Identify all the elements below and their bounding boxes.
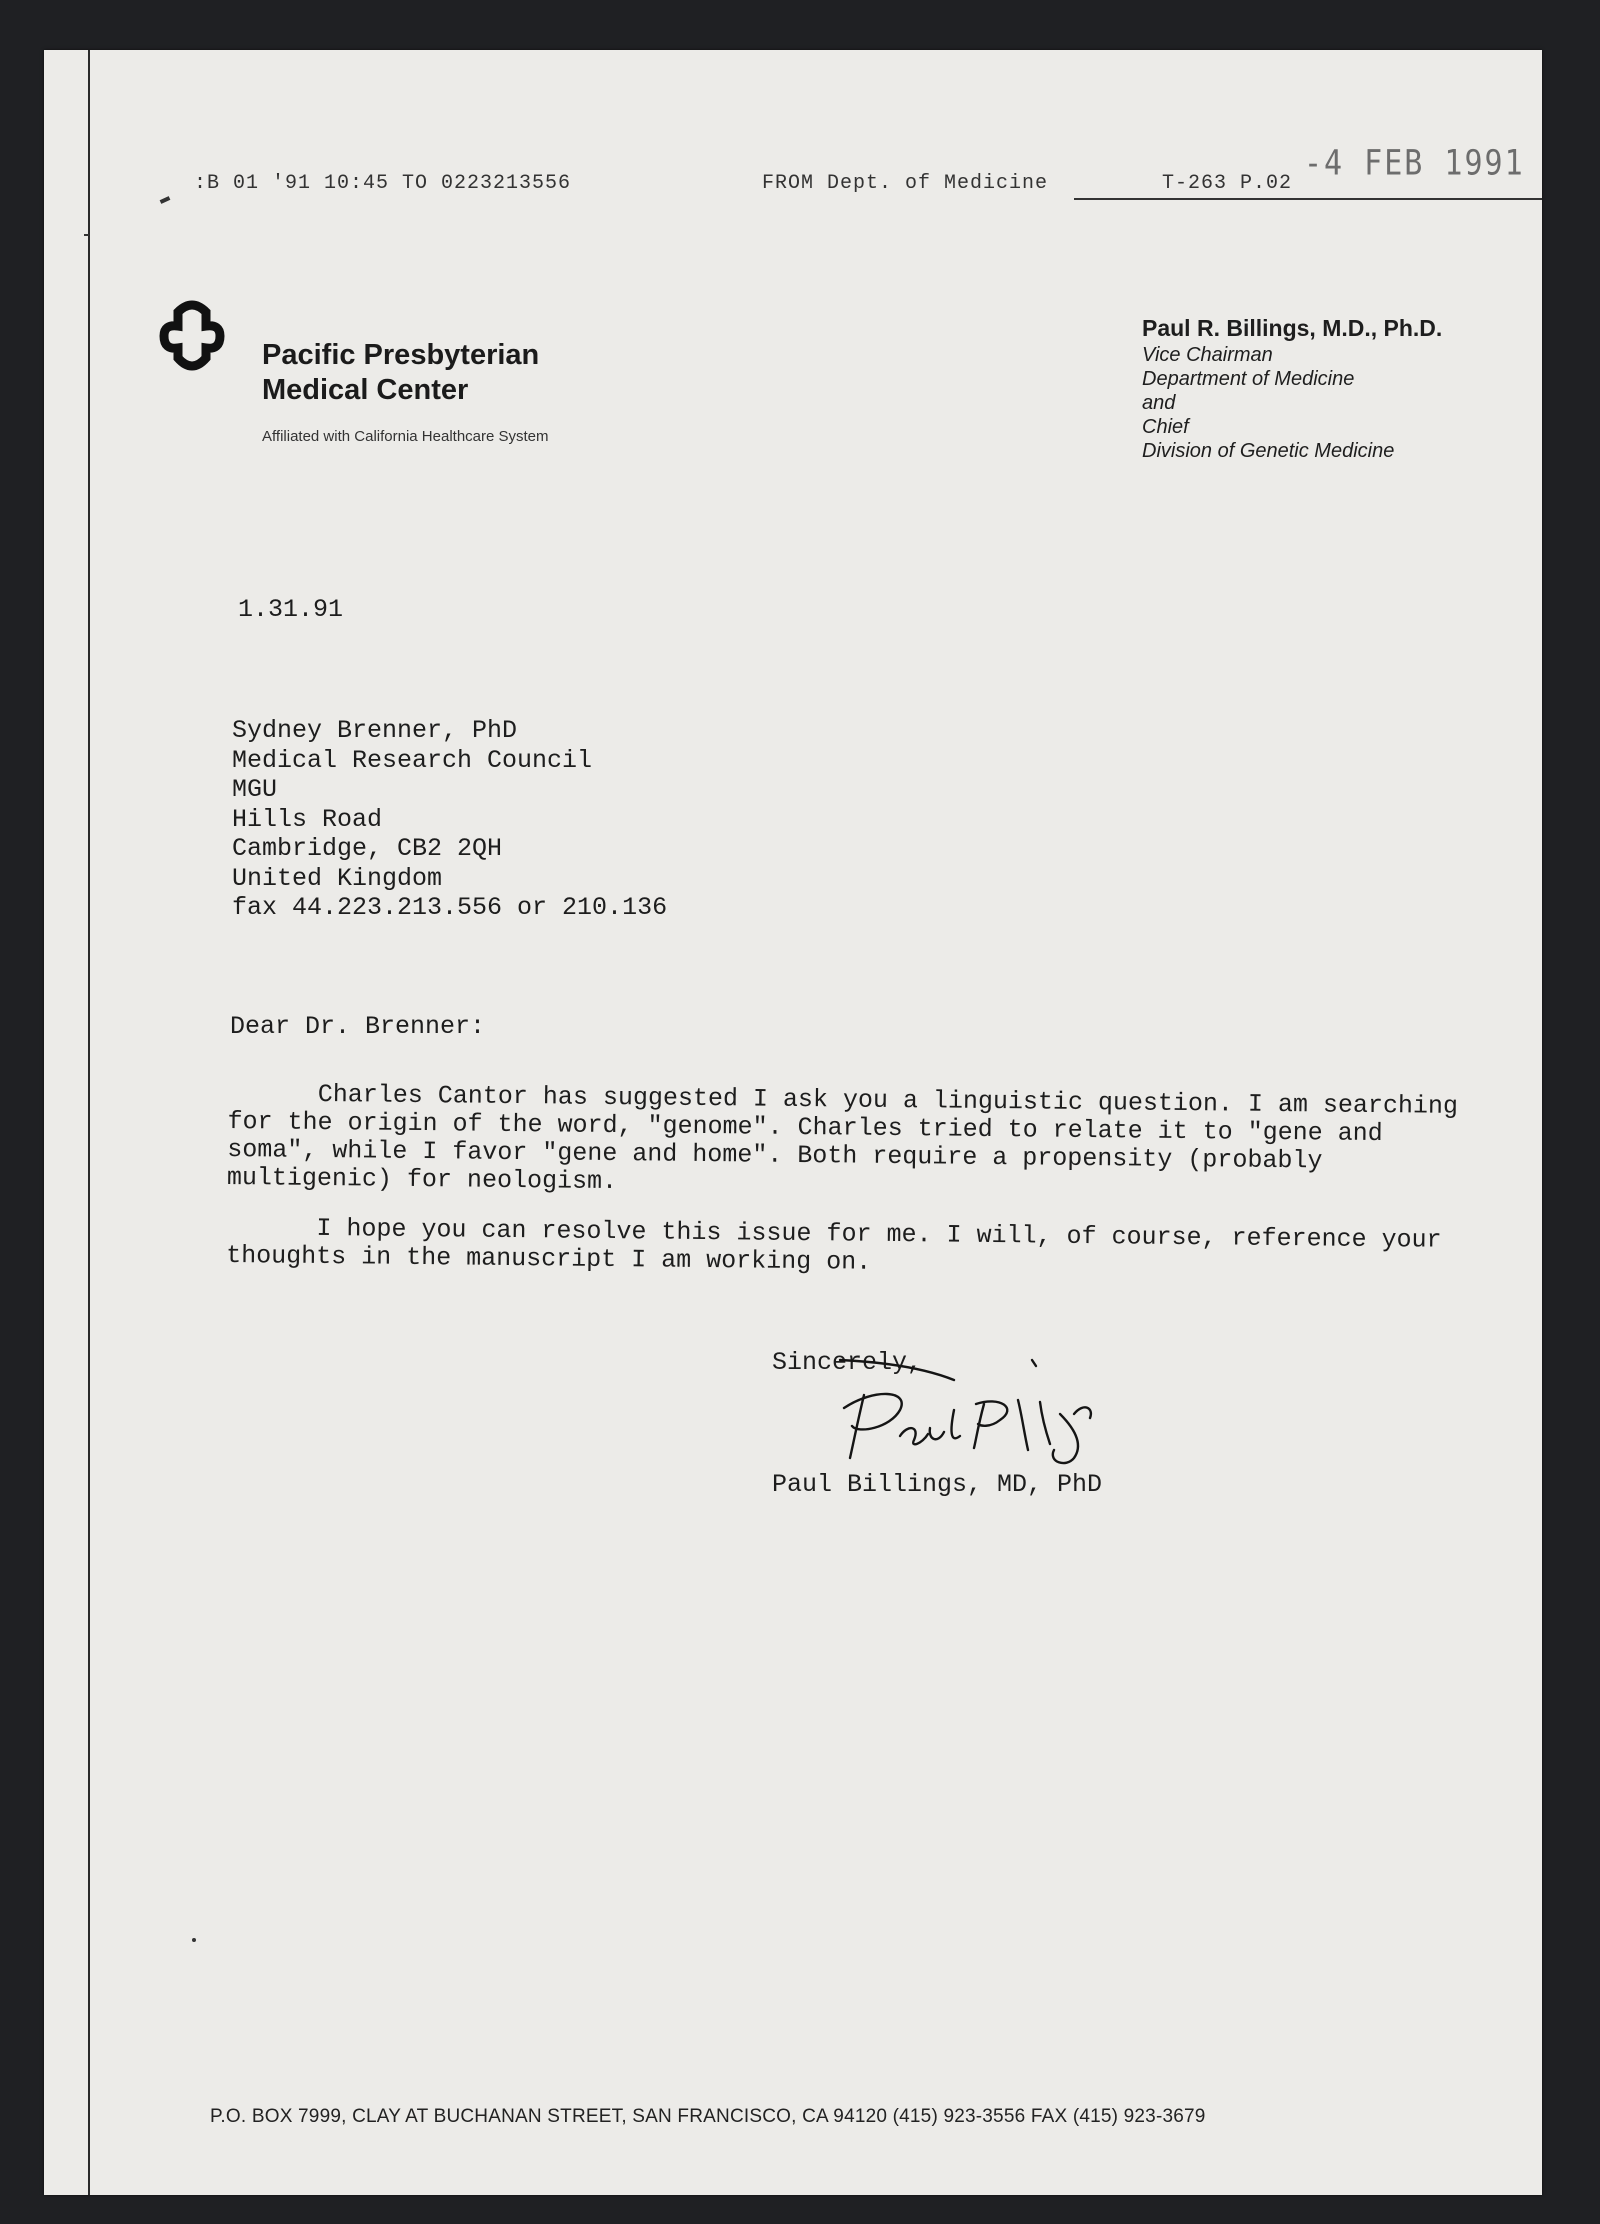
- address-line: Medical Research Council: [232, 745, 593, 775]
- scan-mark: [160, 196, 171, 204]
- signatory-name: Paul R. Billings, M.D., Ph.D.: [1142, 315, 1443, 341]
- page-fold-edge: [88, 50, 90, 2195]
- address-line: fax 44.223.213.556 or 210.136: [232, 893, 668, 922]
- scan-mark: [192, 1938, 196, 1942]
- letter-date: 1.31.91: [238, 595, 344, 624]
- address-line: Cambridge, CB2 2QH: [232, 834, 503, 863]
- letter-page: [44, 50, 1542, 2195]
- fax-header-rule: [1074, 198, 1542, 200]
- signatory-title-line: and: [1142, 392, 1176, 414]
- affiliation-line: Affiliated with California Healthcare System: [262, 428, 549, 445]
- address-line: MGU: [232, 775, 278, 804]
- letterhead-footer: P.O. BOX 7999, CLAY AT BUCHANAN STREET, SAN FRANCISCO, CA 94120 (415) 923-3556 FAX (415) 923-3679: [210, 2106, 1206, 2127]
- signatory-block: [1142, 316, 1442, 463]
- signatory-title-line: Division of Genetic Medicine: [1142, 440, 1395, 462]
- handwritten-signature: [804, 1340, 1194, 1490]
- signatory-title-line: Department of Medicine: [1142, 368, 1355, 390]
- signatory-title-line: Vice Chairman: [1142, 344, 1273, 366]
- org-name-line-1: Pacific Presbyterian: [262, 339, 540, 371]
- body-paragraph: Charles Cantor has suggested I ask you a linguistic question. I am searching for the origin of the word, "genome". Charles tried to relate it to "gene and soma", while I favor "gene and home". Both require a propensity (probably multigenic) for neologism.: [226, 1079, 1459, 1197]
- fax-from-line: FROM Dept. of Medicine: [762, 172, 1049, 195]
- signatory-title-line: Chief: [1142, 416, 1189, 438]
- closing: Sincerely,: [772, 1348, 923, 1377]
- address-line: Sydney Brenner, PhD: [232, 716, 518, 745]
- medical-center-logo-icon: [156, 292, 228, 378]
- address-line: Hills Road: [232, 804, 383, 834]
- org-name-line-2: Medical Center: [262, 374, 469, 406]
- signed-name: Paul Billings, MD, PhD: [772, 1470, 1103, 1499]
- recipient-address: [232, 716, 667, 923]
- organization-name: [262, 338, 539, 408]
- salutation: Dear Dr. Brenner:: [230, 1012, 486, 1041]
- fax-transmission-line: :B 01 '91 10:45 TO 0223213556: [194, 172, 572, 195]
- received-date-stamp: -4 FEB 1991: [1304, 143, 1525, 184]
- body-paragraph: I hope you can resolve this issue for me. I will, of course, reference your thoughts in the manuscript I am working on.: [226, 1213, 1442, 1277]
- letter-body: [226, 1080, 1468, 1305]
- fax-page-ref: T-263 P.02: [1162, 172, 1293, 195]
- scan-mark: [84, 234, 89, 236]
- address-line: United Kingdom: [232, 863, 443, 893]
